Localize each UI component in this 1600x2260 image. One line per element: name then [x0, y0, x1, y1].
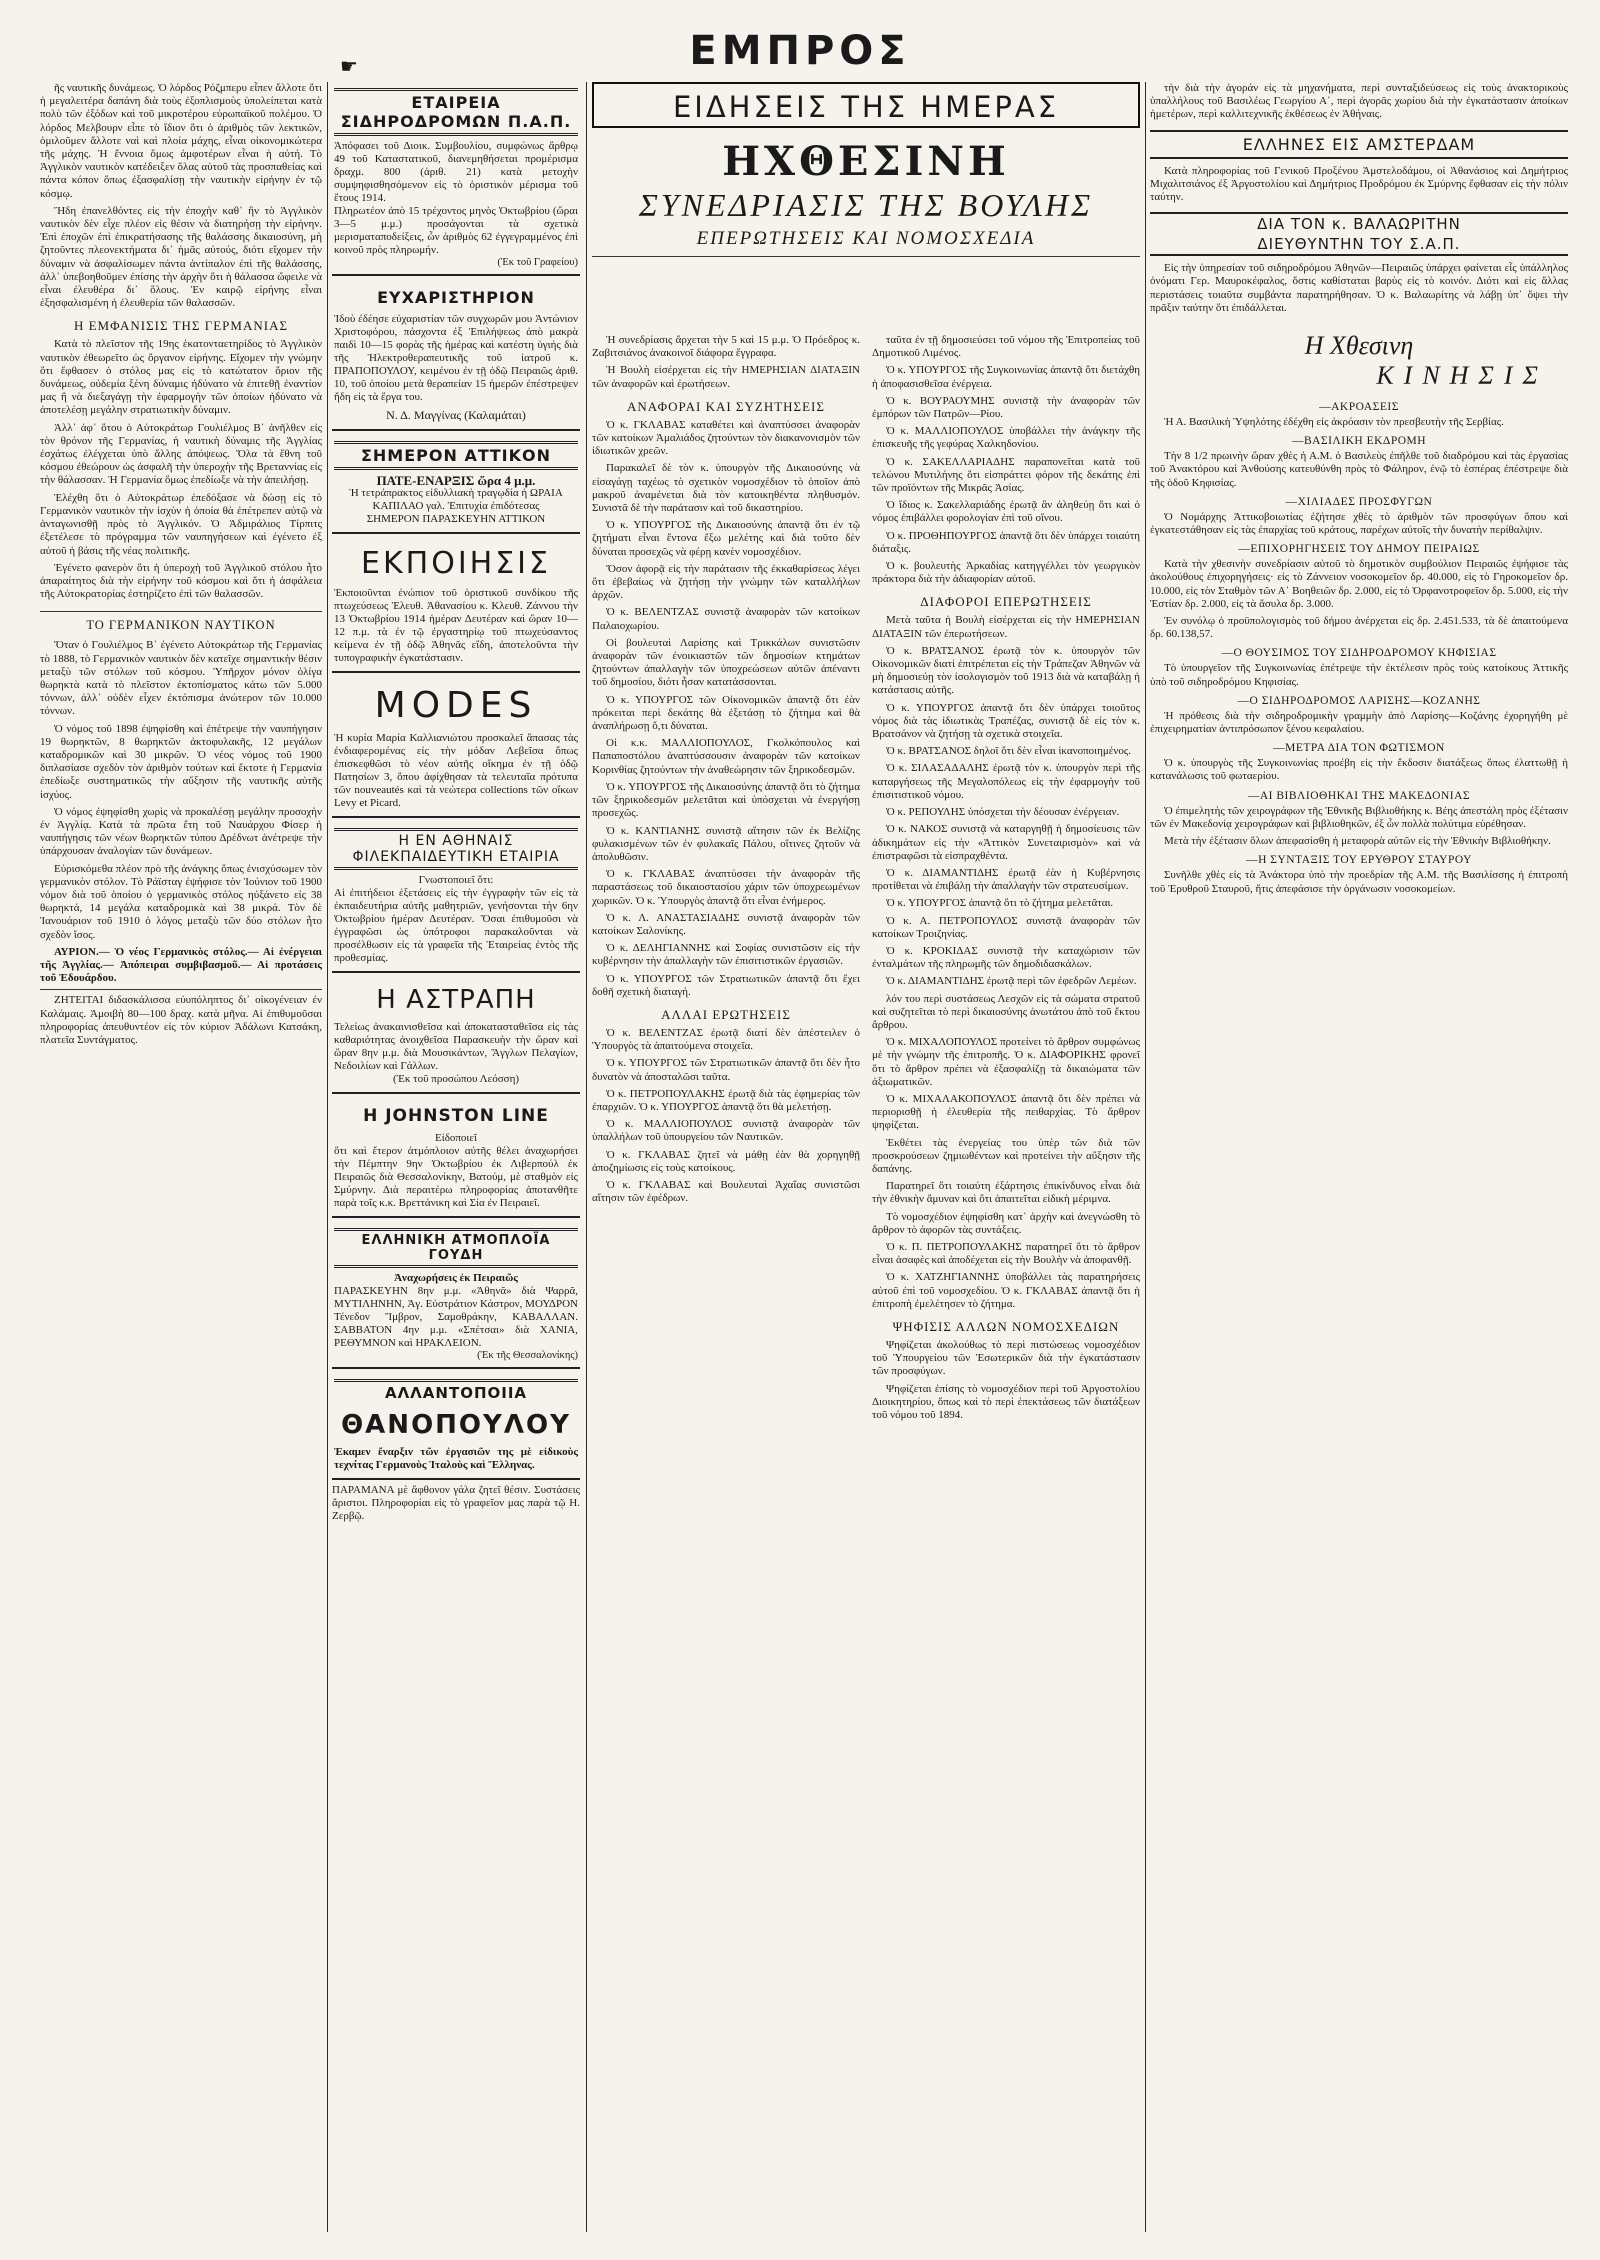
- paragraph: Ὁ κ. ΚΡΟΚΙΔΑΣ συνιστᾷ τὴν καταχώρισιν τῶν ἐνταλμάτων τῆς πληρωμῆς τῶν δημοδιδασκάλων.: [872, 944, 1140, 971]
- ad-body: Ἡ κυρία Μαρία Καλλιανιώτου προσκαλεῖ ἅπασας τὰς ἐνδιαφερομένας εἰς τὴν μόδαν Λεβεῖσα ὅπως ἐπισκεφθῶσι τὸ νέον αὐτῆς οἴκημα ἐν τῇ ὁδῷ Πατησίων 3, ὅπου ἀφίχθησαν τὰ τελευταῖα πρότυπα τῶν nouveautés καὶ τὰ νεώτερα collections τῶν οἴκων Levy et Picard.: [334, 732, 578, 809]
- paragraph: Οἱ κ.κ. ΜΑΛΛΙΟΠΟΥΛΟΣ, Γκολκόπουλος καὶ Παπαποστόλου ἀναπτύσσουσιν ἀναφορὰν τῶν κατοίκων Κορινθίας ζητούντων τὴν ἀναθεώρησιν τῶν ξηρικοδεσμῶν.: [592, 737, 860, 776]
- news-item-heading: —ΕΠΙΧΟΡΗΓΗΣΕΙΣ ΤΟΥ ΔΗΜΟΥ ΠΕΙΡΑΙΩΣ: [1238, 543, 1480, 556]
- news-banner: ΕΙΔΗΣΕΙΣ ΤΗΣ ΗΜΕΡΑΣ: [592, 82, 1140, 128]
- section-heading: ΤΟ ΓΕΡΜΑΝΙΚΟΝ ΝΑΥΤΙΚΟΝ: [40, 611, 322, 633]
- paragraph: Ὁ κ. Λ. ΑΝΑΣΤΑΣΙΑΔΗΣ συνιστᾷ ἀναφορὰν τῶν κατοίκων Σαλονίκης.: [592, 911, 860, 937]
- paragraph: Ὁ κ. ΓΚΛΑΒΑΣ ζητεῖ νὰ μάθῃ ἐὰν θὰ χορηγηθῇ ἀποζημίωσις εἰς τοὺς κατοίκους.: [592, 1148, 860, 1174]
- section-title: ΚΙΝΗΣΙΣ: [1376, 361, 1548, 391]
- paragraph: Ὁ κ. Π. ΠΕΤΡΟΠΟΥΛΑΚΗΣ παρατηρεῖ ὅτι τὸ ἄρθρον εἶναι ἀσαφὲς καὶ ἀποδέχεται εἰς τὴν Βουλὴν νὰ ἀποφανθῇ.: [872, 1240, 1140, 1267]
- headline-subtitle: ΣΥΝΕΔΡΙΑΣΙΣ ΤΗΣ ΒΟΥΛΗΣ: [638, 187, 1094, 223]
- column-divider: [586, 82, 587, 2232]
- masthead: [0, 0, 1600, 82]
- paragraph: Ἐγένετο φανερὸν ὅτι ἡ ὑπεροχὴ τοῦ Ἀγγλικοῦ στόλου ἦτο ἀπαραίτητος διὰ τὴν εἰρήνην τοῦ κόσμου καὶ ὅτι ἡ ἀσφάλεια τῆς Αὐτοκρατορίας ἐστηρίζετο ἐπὶ τῶν θαλασσῶν.: [40, 561, 322, 601]
- paragraph: Ὁ κ. ΜΙΧΑΛΑΚΟΠΟΥΛΟΣ ἀπαντᾷ ὅτι δὲν πρέπει νὰ περιορισθῇ ἡ ἐλευθερία τῆς πειθαρχίας. Τὸ ἄρθρον ψηφίζεται.: [872, 1092, 1140, 1132]
- ad-title: ΣΗΜΕΡΟΝ ΑΤΤΙΚΟΝ: [334, 441, 578, 470]
- ad-astrapi: [332, 977, 580, 1094]
- ad-signature: Ν. Δ. Μαγγίνας (Καλαμάται): [386, 408, 526, 422]
- news-item-heading: —Ο ΣΙΔΗΡΟΔΡΟΜΟΣ ΛΑΡΙΣΗΣ—ΚΟΖΑΝΗΣ: [1237, 694, 1481, 707]
- paragraph: Ὁ κ. ΥΠΟΥΡΓΟΣ τῶν Οἰκονομικῶν ἀπαντᾷ ὅτι ἐὰν πρόκειται περὶ δεκάτης θὰ ἐξετάσῃ τὸ ζήτημα καὶ θὰ ἀναπλήρωσῃ ὅ,τι δύναται.: [592, 693, 860, 733]
- ad-goudis-shipping: [332, 1222, 580, 1369]
- ad-source: (Ἐκ τοῦ Γραφείου): [497, 257, 578, 268]
- ad-body: Ἰδοὺ ἐδέησε εὐχαριστίαν τῶν συγχωρῶν μου Ἀντώνιον Χριστοφόρου, πάσχοντα ἐξ Ἐπιλήψεως ἀπὸ μακρὰ παιδὶ 10—15 φορὰς τῆς ἡμέρας καὶ κατέστη ὑγιής διὰ τῆς Ἠλεκτροθεραπευτικῆς τοῦ ἰατροῦ κ. ΠΡΑΠΟΠΟΥΛΟΥ, κειμένου ἐν τῇ ὁδῷ Πειραιῶς ἀριθ. 10, τοῦ ὁποίου μετὰ θεραπείαν 15 ἡμερῶν ἐπέστρεψεν ἤδη εἰς τὰ ἔργα του.: [334, 313, 578, 403]
- ad-subtitle: Γνωστοποιεῖ ὅτι:: [418, 874, 494, 886]
- column-divider: [1145, 82, 1146, 2232]
- paragraph: Ὁ κ. ΡΕΠΟΥΛΗΣ ὑπόσχεται τὴν δέουσαν ἐνέργειαν.: [886, 806, 1120, 819]
- tomorrow-notice: ΑΥΡΙΟΝ.— Ὁ νέος Γερμανικὸς στόλος.— Αἱ ἐνέργειαι τῆς Ἀγγλίας.— Ἀπόπειραι συμβιβασμοῦ.— Αἱ προτάσεις τοῦ Ἐδουάρδου.: [40, 945, 322, 985]
- ad-title: ΘΑΝΟΠΟΥΛΟΥ: [341, 1410, 571, 1440]
- paragraph: Ὁ κ. ΒΟΥΡΑΟΥΜΗΣ συνιστᾷ τὴν ἀναφορὰν τῶν ἐμπόρων τῶν Πατρῶν—Ρίου.: [872, 394, 1140, 421]
- paragraph: Τὴν 8 1/2 πρωινὴν ὥραν χθὲς ἡ Α.Μ. ὁ Βασιλεὺς ἐπῆλθε τοῦ διαδρόμου καὶ τὰς ἐργασίας τοῦ Ἀνακτόρου καὶ Ἀνθούσης κατευθύνθη πρὸς τὸ Φάληρον, ἐνῷ τὸ ἑσπέρας ἐπέστρεψε διὰ τῆς ὁδοῦ Κηφισίας.: [1150, 450, 1568, 489]
- ad-body: ΠΑΡΑΣΚΕΥΗΝ 8ην μ.μ. «Ἀθηνᾶ» διὰ Ψαρρᾶ, ΜΥΤΙΛΗΝΗΝ, Ἀγ. Εὐστράτιον Κάστρον, ΜΟΥΔΡΟΝ Τένεδον Ἴμβρον, Σαμοθράκην, ΚΑΒΑΛΛΑΝ. ΣΑΒΒΑΤΟΝ 4ην μ.μ. «Σπέτσαι» διὰ ΧΑΝΙΑ, ΡΕΘΥΜΝΟΝ καὶ ΗΡΑΚΛΕΙΟΝ.: [334, 1285, 578, 1349]
- news-item-heading: —ΜΕΤΡΑ ΔΙΑ ΤΟΝ ΦΩΤΙΣΜΟΝ: [1273, 742, 1445, 755]
- ad-body: Ἐκαμεν ἔναρξιν τῶν ἐργασιῶν της μὲ εἰδικοὺς τεχνίτας Γερμανοὺς Ἰταλοὺς καὶ Ἕλληνας.: [334, 1446, 578, 1471]
- ad-heading: ΠΑΤΕ-ΕΝΑΡΞΙΣ ὥρα 4 μ.μ.: [376, 473, 536, 488]
- pointing-hand-icon: ☛: [340, 56, 358, 78]
- paragraph: Ὁ κ. ΥΠΟΥΡΓΟΣ τῶν Στρατιωτικῶν ἀπαντᾷ ὅτι δὲν ἦτο δυνατὸν νὰ ἀποσταλῶσι ταῦτα.: [592, 1057, 860, 1083]
- section-heading: ΕΛΛΗΝΕΣ ΕΙΣ ΑΜΣΤΕΡΔΑΜ: [1150, 130, 1568, 159]
- ad-thanks: [332, 280, 580, 431]
- paragraph: Ὁ κ. ΔΙΑΜΑΝΤΙΔΗΣ ἐρωτᾷ περὶ τῶν ἐφεδρῶν Λεμέων.: [886, 975, 1137, 988]
- ad-body: Ἡ τετράπρακτος εἰδυλλιακὴ τραγῳδία ἡ ΩΡΑΙΑ ΚΑΠΙΛΑΟ γαλ. Ἐπιτυχία ἐπιδότεσας: [349, 487, 563, 512]
- paragraph: Ὁ κ. ΒΡΑΤΣΑΝΟΣ ἐρωτᾷ τὸν κ. ὑπουργὸν τῶν Οἰκονομικῶν διατί ἐπιτρέπεται εἰς τὴν Τράπεζαν Ἀθηνῶν νὰ μὴ δημοσιεύῃ τὸν ἰσολογισμὸν τοῦ 1913 διὰ νὰ καταβάλῃ ἡ κατάστασις αὐτῆς.: [872, 644, 1140, 697]
- news-item-heading: —ΒΑΣΙΛΙΚΗ ΕΚΔΡΟΜΗ: [1291, 435, 1427, 448]
- paragraph: Ὁ κ. ΔΕΛΗΓΙΑΝΝΗΣ καὶ Σοφίας συνιστῶσιν εἰς τὴν κυβέρνησιν τὴν ἀπαλλαγὴν τῶν ἐπισιτιστικῶν ἐργασιῶν.: [592, 942, 860, 968]
- paragraph: Ἡ πρόθεσις διὰ τὴν σιδηροδρομικὴν γραμμὴν ἀπὸ Λαρίσης—Κοζάνης ἐχορηγήθη μὲ ἐπιχειρηματίαν ἀντιπρόσωπον ξένου κεφαλαίου.: [1150, 709, 1568, 736]
- paragraph: Κατὰ τὸ πλεῖστον τῆς 19ης ἑκατονταετηρίδος τὸ Ἀγγλικὸν ναυτικὸν ἐθεωρεῖτο ὡς ὄργανον εἰρήνης. Εἴχομεν τὴν γνώμην ὅτι ἔφθασεν ὁ στόλος μας εἰς τὸ κατώτατον ὅριον τῆς δυνάμεως, οὐδεμία ξένη δύναμις ἠδύνατο νὰ ἐπιτεθῇ ἐναντίον μας ἢ νὰ διεξαγάγῃ τὴν ἐφαρμογὴν τῶν ὁποίων ἠδύνατο νὰ ἀποτελέσῃ μεγάλην στρατιωτικὴν δύναμιν.: [40, 338, 322, 417]
- paragraph: Ἡ συνεδρίασις ἄρχεται τὴν 5 καὶ 15 μ.μ. Ὁ Πρόεδρος κ. Ζαβιτσιάνος ἀνακοινοῖ διάφορα ἔγγραφα.: [592, 334, 860, 360]
- paragraph: Ὁ κ. ΥΠΟΥΡΓΟΣ ἀπαντᾷ ὅτι τὸ ζήτημα μελετᾶται.: [886, 897, 1114, 910]
- parliament-left-subcolumn: [592, 334, 860, 2232]
- ad-modes: [332, 677, 580, 818]
- news-item-heading: —ΧΙΛΙΑΔΕΣ ΠΡΟΣΦΥΓΩΝ: [1285, 495, 1433, 508]
- paragraph: Παρατηρεῖ ὅτι τοιαύτη ἐξάρτησις ἐπικίνδυνος εἶναι διὰ τὴν ἐθνικὴν ἄμυναν καὶ ὅτι ἀπαιτεῖται εἰδικὴ μέριμνα.: [872, 1180, 1140, 1206]
- section-heading: ΑΝΑΦΟΡΑΙ ΚΑΙ ΣΥΖΗΤΗΣΕΙΣ: [627, 398, 825, 414]
- ad-title: ΕΥΧΑΡΙΣΤΗΡΙΟΝ: [377, 288, 535, 307]
- column-3-parliament: [592, 82, 1140, 2232]
- paragraph: Κατὰ πληροφορίας τοῦ Γενικοῦ Προξένου Ἀμστελοδάμου, οἱ Ἀθανάσιος καὶ Δημήτριος Μιχαλιτσιάνος ἐξ Ἀργοστολίου καὶ Δημήτριος Προδρόμου ἐκ Σμύρνης ἔφθασαν εἰς τὴν πόλιν ταύτην.: [1150, 164, 1568, 204]
- paragraph: Τὸ ὑπουργεῖον τῆς Συγκοινωνίας ἐπέτρεψε τὴν ἐκτέλεσιν πρὸς τοὺς κατοίκους Ἀττικῆς ὑπὸ τοῦ σιδηροδρόμου Κηφισίας.: [1150, 662, 1568, 688]
- paragraph: Ψηφίζεται ἀκολούθως τὸ περὶ πιστώσεως νομοσχέδιον τοῦ Ὑπουργείου τῶν Ἐσωτερικῶν διὰ τὴν ἐγκατάστασιν τῶν προσφύγων.: [872, 1339, 1140, 1378]
- paragraph: Ὁ κ. ΜΑΛΛΙΟΠΟΥΛΟΣ συνιστᾷ ἀναφορὰν τῶν ὑπαλλήλων τοῦ ὑπουργείου τῶν Ναυτικῶν.: [592, 1118, 860, 1144]
- ad-title: Η JOHNSTON LINE: [363, 1106, 549, 1126]
- column-4: [1150, 82, 1568, 2232]
- paragraph: Τὸ νομοσχέδιον ἐψηφίσθη κατ᾽ ἀρχὴν καὶ ἀνεγνώσθη τὸ ἄρθρον τὸ ἀφορῶν τὰς συντάξεις.: [872, 1210, 1140, 1236]
- ad-subtitle: Εἰδοποιεῖ: [435, 1132, 477, 1144]
- paragraph: Εἰς τὴν ὑπηρεσίαν τοῦ σιδηροδρόμου Ἀθηνῶν—Πειραιῶς ὑπάρχει φαίνεται εἷς ὑπάλληλος ὀνόματι Γερ. Μαυροκέφαλος, ὅστις καθίσταται βαρὺς εἰς τὸ κοινόν. Διότι καὶ εἰς ἄλλας περιστάσεις τοιαῦτα συμβάντα παρατηρήθησαν. Ὁ κ. Βαλαωρίτης νὰ λάβῃ ὑπ᾽ ὄψει τὴν πρᾶξιν ταύτην ὅτι ἐπιδάλλεται.: [1150, 262, 1568, 314]
- paragraph: Μετὰ τὴν ἐξέτασιν ὅλων ἀπεφασίσθη ἡ μεταφορὰ αὐτῶν εἰς τὴν Ἐθνικὴν Βιβλιοθήκην.: [1164, 835, 1551, 848]
- paragraph: Ὁ ἐπιμελητὴς τῶν χειρογράφων τῆς Ἐθνικῆς Βιβλιοθήκης κ. Βέης ἀπεστάλη πρὸς ἐξέτασιν τῶν ἐν Μακεδονίᾳ χειρογράφων καὶ βιβλιοθηκῶν, ἐξ ὧν πολλὰ πολύτιμα εὑρέθησαν.: [1150, 804, 1568, 830]
- headline: ΗΧΘΕΣΙΝΗ: [722, 138, 1010, 185]
- paragraph: Μετὰ ταῦτα ἡ Βουλὴ εἰσέρχεται εἰς τὴν ΗΜΕΡΗΣΙΑΝ ΔΙΑΤΑΞΙΝ τῶν ἐπερωτήσεων.: [872, 614, 1140, 640]
- column-1: [40, 82, 322, 2232]
- ad-heading: Ἀναχωρήσεις ἐκ Πειραιῶς: [394, 1272, 518, 1284]
- ad-title: ΕΤΑΙΡΕΙΑ ΣΙΔΗΡΟΔΡΟΜΩΝ Π.Α.Π.: [334, 88, 578, 136]
- paragraph: Ὁ κ. ΣΑΚΕΛΛΑΡΙΑΔΗΣ παραπονεῖται κατὰ τοῦ τελώνου Μυτιλήνης ὅτι εἰσπράττει φόρον τῆς δεκάτης ἐπὶ τῶν προϊόντων τῆς Μικρᾶς Ἀσίας.: [872, 455, 1140, 495]
- paragraph: Ὁ κ. ΓΚΛΑΒΑΣ ἀναπτύσσει τὴν ἀναφορὰν τῆς παραστάσεως τοῦ δικαιοστασίου χάριν τῶν ὑποχρεωμένων χωρικῶν. Ὁ κ. Ὑπουργὸς ἀπαντᾷ ὅτι εἶναι ἐνήμερος.: [592, 868, 860, 907]
- ad-educational-society: [332, 822, 580, 973]
- paragraph: Ἐν συνόλῳ ὁ προϋπολογισμὸς τοῦ δήμου ἀνέρχεται εἰς δρ. 2.451.533, τὰ δὲ ἀπαιτούμενα δρ. 60.138,57.: [1150, 615, 1568, 641]
- paragraph: Ὁ κ. ΓΚΛΑΒΑΣ καταθέτει καὶ ἀναπτύσσει ἀναφορὰν τῶν κατοίκων Ἀμαλιάδος ζητούντων τὸν διακανονισμὸν τῶν ἰδιωτικῶν χρεῶν.: [592, 418, 860, 458]
- ad-body: Αἱ ἐπιτήδειοι ἐξετάσεις εἰς τὴν ἐγγραφὴν τῶν εἰς τὰ ἐκπαιδευτήρια αὐτῆς μαθητριῶν, γενήσονται τὴν 6ην Ὀκτωβρίου ἡμέραν Δευτέραν. Ὅσαι ἐπιθυμοῦσι νὰ ἐγγραφῶσι ὡς ὑπότροφοι παρακαλοῦνται νὰ προσέλθωσιν εἰς τὰ γραφεῖα τῆς Ἑταιρείας ἐντὸς τῆς προθεσμίας.: [334, 887, 578, 964]
- ad-body: Ἐκποιοῦνται ἐνώπιον τοῦ ὁριστικοῦ συνδίκου τῆς πτωχεύσεως Ἐλευθ. Ἀθανασίου κ. Κλευθ. Ζάννου τὴν 13 Ὀκτωβρίου 1914 ἡμέραν Δευτέραν καὶ ὥραν 10—12 π.μ. τὰ ἐν τῷ ἐργαστηρίῳ τοῦ πτωχεύσαντος κείμενα ἐν τῇ ὁδῷ Ἀθηνᾶς εἴδη, ἀποτελοῦντα τὴν τυπογραφικὴν ἐγκατάστασιν.: [334, 587, 578, 664]
- news-item-heading: —ΑΙ ΒΙΒΛΙΟΘΗΚΑΙ ΤΗΣ ΜΑΚΕΔΟΝΙΑΣ: [1247, 789, 1471, 802]
- paragraph: Ὁ κ. ΒΕΛΕΝΤΖΑΣ συνιστᾷ ἀναφορὰν τῶν κατοίκων Παλαιοχωρίου.: [592, 606, 860, 632]
- ad-body: ὅτι καὶ ἔτερον ἀτμόπλοιον αὐτῆς θέλει ἀναχωρήσει τὴν Πέμπτην 9ην Ὀκτωβρίου ἐκ Λιβερπούλ ἐκ Πειραιῶς διὰ Θεσσαλονίκην, Βατούμ, μὲ σταθμὸν εἰς Σμύρνην. Διὰ περαιτέρω πληροφορίας ἀποτανθῆτε παρὰ τοῖς κ.κ. Βρεττάνικη καὶ Σία ἐν Πειραιεῖ.: [334, 1145, 578, 1209]
- paragraph: Ὁ κ. ΒΡΑΤΣΑΝΟΣ δηλοῖ ὅτι δὲν εἶναι ἱκανοποιημένος.: [886, 745, 1131, 758]
- ad-body: Τελείως ἀνακαινισθεῖσα καὶ ἀποκατασταθεῖσα εἰς τὰς καθαριότητας ἀνοιχθεῖσα Παρασκευὴν τὴν ὥραν καὶ ὥραν 8ην μ.μ. διὰ Μουσικάντων, Ἄγγλων Πελαγίων, Νεδοιλίων καὶ Γάλλων.: [334, 1021, 578, 1072]
- section-title: Η Χθεσινη: [1304, 331, 1414, 361]
- ad-auction: [332, 538, 580, 673]
- section-heading: ΨΗΦΙΣΙΣ ΑΛΛΩΝ ΝΟΜΟΣΧΕΔΙΩΝ: [892, 1319, 1120, 1334]
- paragraph: Ὁ κ. ΥΠΟΥΡΓΟΣ τῶν Στρατιωτικῶν ἀπαντᾷ ὅτι ἔχει δοθῆ σχετικὴ διαταγή.: [592, 972, 860, 998]
- ad-body: Ἀπόφασει τοῦ Διοικ. Συμβουλίου, συμφώνως ἄρθρῳ 49 τοῦ Καταστατικοῦ, διανεμηθήσεται προμέρισμα δραχμ. 800 (ἀριθ. 21) κατὰ μετοχὴν συμψηφισθησόμενον εἰς τὸ ὁριστικὸν μέρισμα τοῦ ἔτους 1914.: [334, 140, 578, 204]
- paragraph: Ὁ κ. ΔΙΑΜΑΝΤΙΔΗΣ ἐρωτᾷ ἐὰν ἡ Κυβέρνησις προτίθεται νὰ ἐπιβάλῃ τὴν ἀπαλλαγὴν τῶν στρατευσίμων.: [872, 866, 1140, 893]
- paragraph: Ὁ κ. ΓΚΛΑΒΑΣ καὶ Βουλευταὶ Ἀχαΐας συνιστῶσι αἴτησιν τῶν ἐφέδρων.: [592, 1178, 860, 1205]
- ad-title: ΑΛΛΑΝΤΟΠΟΙΙΑ: [334, 1379, 578, 1404]
- paragraph: Ἡ Βουλὴ εἰσέρχεται εἰς τὴν ΗΜΕΡΗΣΙΑΝ ΔΙΑΤΑΞΙΝ τῶν ἀναφορῶν καὶ ἐρωτήσεων.: [592, 364, 860, 390]
- paragraph: Ὁ Νομάρχης Ἀττικοβοιωτίας ἐζήτησε χθὲς τὸ ἀριθμὸν τῶν προσφύγων ὅπου καὶ ἐγκατεστάθησαν εἰς τὰς ἐπαρχίας τοῦ κράτους, παρέχων αὐτοῖς τὴν δυνατὴν περίθαλψιν.: [1150, 510, 1568, 537]
- paragraph: λόν του περὶ συστάσεως Λεσχῶν εἰς τὰ σώματα στρατοῦ καὶ συζητεῖται τὸ περὶ δικαιοσύνης ἀνωτάτου ἀπὸ τοῦ ἔκτου ἄρθρου.: [872, 992, 1140, 1031]
- section-heading: Η ΕΜΦΑΝΙΣΙΣ ΤΗΣ ΓΕΡΜΑΝΙΑΣ: [73, 318, 289, 334]
- paragraph: Ὁ κ. ΥΠΟΥΡΓΟΣ τῆς Συγκοινωνίας ἀπαντᾷ ὅτι διετάχθη ἡ ἀποφασισθεῖσα ἐνέργεια.: [872, 364, 1140, 390]
- ad-body: Πληρωτέον ἀπὸ 15 τρέχοντος μηνὸς Ὀκτωβρίου (ὥραι 3—5 μ.μ.) προσάγονται τὰ σχετικὰ μερισματαποδείξεις, ὧν ἀριθμὸς 62 ἐγγεγραμμένος ἐπὶ κοινοῦ πρὸς πληρωμήν.: [334, 205, 578, 256]
- section-heading: ΔΙΑ ΤΟΝ κ. ΒΑΛΑΩΡΙΤΗΝ ΔΙΕΥΘΥΝΤΗΝ ΤΟΥ Σ.Α.Π.: [1150, 212, 1568, 256]
- ad-title: ΕΛΛΗΝΙΚΗ ΑΤΜΟΠΛΟΪΑ ΓΟΥΔΗ: [334, 1228, 578, 1268]
- paragraph: Ὁ νόμος ἐψηφίσθη χωρὶς νὰ προκαλέσῃ μεγάλην προσοχὴν ἐν Ἀγγλίᾳ. Κατὰ τὰ πρῶτα ἔτη τοῦ Ναυάρχου Φίσερ ἡ ναυπήγησις τῶν νέων θωρηκτῶν τύπου Δρέδνωτ ἀνέτρεψε τὴν ὑπάρχουσαν ἀναλογίαν τῶν δυνάμεων.: [40, 805, 322, 858]
- paragraph: Ἡ Α. Βασιλικὴ Ὑψηλότης ἐδέχθη εἰς ἀκρόασιν τὸν πρεσβευτὴν τῆς Σερβίας.: [1164, 416, 1504, 429]
- paragraph: Ὅταν ὁ Γουλιέλμος Β᾽ ἐγένετο Αὐτοκράτωρ τῆς Γερμανίας τὸ 1888, τὸ Γερμανικὸν ναυτικὸν δὲν κατεῖχε σημαντικὴν θέσιν μεταξὺ τῶν στόλων τοῦ κόσμου. Ὑπῆρχον μόνον ὀλίγα θωρηκτὰ κατὰ τὸ πλεῖστον ἐκτοπίσματος κάτω τῶν 5.000 τόννων, ἀλλ᾽ οὐδὲν εἶχεν ἐκτόπισμα ἀνώτερον τῶν 10.000 τόννων.: [40, 639, 322, 718]
- newspaper-title: ΕΜΠΡΟΣ: [689, 28, 911, 74]
- headline-block: [592, 82, 1140, 332]
- section-heading: ΑΛΛΑΙ ΕΡΩΤΗΣΕΙΣ: [661, 1006, 791, 1022]
- section-heading: ΔΙΑΦΟΡΟΙ ΕΠΕΡΩΤΗΣΕΙΣ: [920, 594, 1092, 610]
- paragraph: Ἐκθέτει τὰς ἐνεργείας του ὑπὲρ τῶν διὰ τῶν προσκρούσεων ζημιωθέντων καὶ προτείνει τὴν αὔξησιν τῆς δαπάνης.: [872, 1136, 1140, 1175]
- paragraph: Ὁ κ. ΠΕΤΡΟΠΟΥΛΑΚΗΣ ἐρωτᾷ διὰ τὰς ἐφημερίας τῶν ἐπαρχιῶν. Ὁ κ. ΥΠΟΥΡΓΟΣ ἀπαντᾷ ὅτι θὰ μελετήσῃ.: [592, 1087, 860, 1113]
- ad-source: (Ἐκ τοῦ προσώπου Λεόσση): [392, 1073, 520, 1085]
- paragraph: Ὁ κ. ΒΕΛΕΝΤΖΑΣ ἐρωτᾷ διατί δὲν ἀπέστειλεν ὁ Ὑπουργὸς τὰ ἀπαιτούμενα στοιχεῖα.: [592, 1026, 860, 1053]
- paragraph: Ὁ κ. ΥΠΟΥΡΓΟΣ τῆς Δικαιοσύνης ἀπαντᾷ ὅτι τὸ ζήτημα τῶν ξηρικοδεσμῶν μελετᾶται καὶ ὑπόσχεται νὰ ἐνεργήσῃ προσεχῶς.: [592, 780, 860, 820]
- paragraph: Ὁ κ. ΚΑΝΤΙΑΝΗΣ συνιστᾷ αἴτησιν τῶν ἐκ Βελίζης φυλακισμένων τῶν ἐν φυλακαῖς Πάλου, οἵτινες ζητοῦν νὰ ἀπολυθῶσιν.: [592, 824, 860, 863]
- news-item-heading: —ΑΚΡΟΑΣΕΙΣ: [1319, 401, 1399, 414]
- paragraph: Ἐλέχθη ὅτι ὁ Αὐτοκράτωρ ἐπεδόξασε νὰ δώσῃ εἰς τὸ Γερμανικὸν ναυτικὸν τὴν ἰσχὺν ἡ ὁποία θὰ ἐπέτρεπεν αὐτῷ νὰ ἀνταγωνισθῇ πρὸς τὸ Ἀγγλικόν. Ὁ Ἀδμιράλιος Τίρπιτς ἐξετέλεσε τὸ πρόγραμμα τῶν ναυπηγήσεων καὶ ἐγένετο ἐξ αὐτοῦ ἡ βάσις τῆς νέας πολιτικῆς.: [40, 491, 322, 557]
- paragraph: Ἀλλ᾽ ἀφ᾽ ὅτου ὁ Αὐτοκράτωρ Γουλιέλμος Β᾽ ἀνῆλθεν εἰς τὸν θρόνον τῆς Γερμανίας, ἡ ναυτικὴ δύναμις τῆς Ἀγγλίας ἐσχάτως ἐλέγχεται ὑπὸ ἄλλης ἀπόψεως. Ὅλα τὰ ἔθνη τοῦ κόσμου ἐθεώρουν ὡς ἀσφαλῆ τὴν ὑπεροχὴν τῆς Βρεταννίας εἰς τὴν θάλασσαν. Ἡ Γερμανία ὅμως ἐπεδίωξε νὰ τὴν ἀπειλήσῃ.: [40, 421, 322, 487]
- news-item-heading: —Η ΣΥΝΤΑΞΙΣ ΤΟΥ ΕΡΥΘΡΟΥ ΣΤΑΥΡΟΥ: [1246, 854, 1472, 867]
- paragraph: Ὁ κ. ΥΠΟΥΡΓΟΣ τῆς Δικαιοσύνης ἀπαντᾷ ὅτι ἐν τῷ ζητήματι εἶναι ἔντονα ἔξω μελέτης καὶ διὰ τοῦτο δὲν δύναται προσεχῶς νὰ φέρῃ κανὲν νομοσχέδιον.: [592, 519, 860, 558]
- column-divider: [327, 82, 328, 2232]
- paragraph: Ὁ κ. βουλευτὴς Ἀρκαδίας κατηγγέλλει τὸν γεωργικὸν πράκτορα διὰ τὴν ἀδιαφορίαν αὐτοῦ.: [872, 560, 1140, 586]
- paragraph: Συνῆλθε χθὲς εἰς τὰ Ἀνάκτορα ὑπὸ τὴν προεδρίαν τῆς Α.Μ. τῆς Βασιλίσσης ἡ ἐπιτροπὴ τοῦ Ἐρυθροῦ Σταυροῦ, ἥτις ἀπεφάσισε τὴν ὀργάνωσιν νοσοκομείων.: [1150, 869, 1568, 895]
- parliament-right-subcolumn: [872, 334, 1140, 2232]
- ad-title: Η ΑΣΤΡΑΠΗ: [376, 985, 536, 1015]
- paragraph: Ὁ κ. ΣΙΛΑΣΑΔΑΛΗΣ ἐρωτᾷ τὸν κ. ὑπουργὸν περὶ τῆς καταργήσεως τῆς Μεγαλοπόλεως εἰς τὴν ἐφαρμογὴν τοῦ ἐπισιτιστικοῦ νόμου.: [872, 762, 1140, 801]
- paragraph: Ὅσον ἀφορᾷ εἰς τὴν παράτασιν τῆς ἐκκαθαρίσεως λέγει ὅτι ἐβεβαίως νὰ ζητήσῃ τὴν γνώμην τῶν καταλλήλων ἀρχῶν.: [592, 562, 860, 602]
- paragraph: Ὁ κ. ΠΡΟΘΗΠΟΥΡΓΟΣ ἀπαντᾷ ὅτι δὲν ὑπάρχει τοιαύτη διάταξις.: [872, 529, 1140, 555]
- ad-johnston-line: [332, 1098, 580, 1218]
- paragraph: ῆς ναυτικῆς δυνάμεως. Ὁ λόρδος Ρόζμπερυ εἶπεν ἄλλοτε ὅτι ἡ μεγαλειτέρα δαπάνη διὰ τοὺς ἐξοπλισμοὺς ὑπολείπεται κατὰ πολὺ τῶν ἐξόδων καὶ τοῦ μικροτέρου εὐρωπαϊκοῦ πολέμου. Ὁ λόρδος Μελβουρν εἶπε τὸ ἴδιον ὅτι ὁ ἀριθμὸς τῶν λεκτικῶν, ὁμιλοῦμεν ἄλλοτε ναὶ καὶ πλοία μάχης, εἶναι οἰκονομικώτερα τῆς μάχης. Ἡ ἔννοια ὅμως ἀμφοτέρων εἶναι ἡ αὐτή. Τὸ Ἀγγλικὸν ναυτικὸν κατέδειξεν ὅλας αὐτοῦ τὰς προσπαθείας καὶ πάντα κόπον ὅπως ἐξασφαλίσῃ τὴν ναυτικὴν εἰρήνην ἐν τῷ κόσμῳ.: [40, 82, 322, 200]
- ad-title: ΕΚΠΟΙΗΣΙΣ: [361, 546, 551, 581]
- paragraph: Κατὰ τὴν χθεσινὴν συνεδρίασιν αὐτοῦ τὸ δημοτικὸν συμβούλιον Πειραιῶς ἐψήφισε τὰς ἀκολούθους ἐπιχορηγήσεις· εἰς τὸ Ζάννειον νοσοκομεῖον δρ. 40.000, εἰς τὸ Γηροκομεῖον δρ. 10.000, εἰς τὸν Σταθμὸν τῶν Α᾽ Βοηθειῶν δρ. 2.000, εἰς τὸ Ὀρφανοτροφεῖον δρ. 5.000, εἰς τὴν Ἑστίαν δρ. 2.000, εἰς τὰ ἄσυλα δρ. 3.000.: [1150, 558, 1568, 610]
- paragraph: Ὁ κ. Α. ΠΕΤΡΟΠΟΥΛΟΣ συνιστᾷ ἀναφορὰν τῶν κατοίκων Τροιζηνίας.: [872, 914, 1140, 940]
- paragraph: Εὐρισκόμεθα πλέον πρὸ τῆς ἀνάγκης ὅπως ἐνισχύσωμεν τὸν γερμανικὸν στόλον. Τὸ Ράϊσταγ ἐψήφισε τὸν Ἰούνιον τοῦ 1900 νόμον διὰ τοῦ ὁποίου ὁ γερμανικὸς στόλος ηὐξάνετο εἰς 38 θωρηκτά, 14 μεγάλα καταδρομικὰ καὶ 38 μικρά. Τὸν δὲ Ἰανουάριον τοῦ 1910 ὁ λόγος μεταξὺ τῶν δύο στόλων ἦτο σχεδὸν ἴσος.: [40, 862, 322, 941]
- ad-footer: ΣΗΜΕΡΟΝ ΠΑΡΑΣΚΕΥΗΝ ΑΤΤΙΚΟΝ: [366, 513, 546, 525]
- ad-title: Η ΕΝ ΑΘΗΝΑΙΣ ΦΙΛΕΚΠΑΙΔΕΥΤΙΚΗ ΕΤΑΙΡΙΑ: [334, 828, 578, 870]
- paragraph: Ὁ κ. ΧΑΤΖΗΓΙΑΝΝΗΣ ὑποβάλλει τὰς παρατηρήσεις αὐτοῦ ἐπὶ τοῦ νομοσχεδίου. Ὁ κ. ΓΚΛΑΒΑΣ ἀπαντᾷ ὅτι ἡ ἐπιτροπὴ ἐμελέτησεν τὸ ζήτημα.: [872, 1271, 1140, 1310]
- news-item-heading: —Ο ΘΟΥΣΙΜΟΣ ΤΟΥ ΣΙΔΗΡΟΔΡΟΜΟΥ ΚΗΦΙΣΙΑΣ: [1221, 647, 1497, 660]
- paragraph: Ἤδη ἐπανελθόντες εἰς τὴν ἐποχὴν καθ᾽ ἣν τὸ Ἀγγλικὸν ναυτικὸν δὲν εἶχε πλέον εἰς θέσιν νὰ διατηρήσῃ τὴν εἰρήνην. Ἐπὶ ἐποχῶν ἐπὶ ἐπικρατήσασης τῆς θαλάσσης δικαιοσύνη, μὴ ζητοῦντες πλεονεκτήματα δι᾽ ἡμᾶς αὐτούς, διότι εἴχομεν τὴν δύναμιν νὰ ἀσφαλίσωμεν πάντα ἀντίπαλον ἐπὶ τῆς θαλάσσης, ἀλλ᾽ ὑπεβοηθοῦμεν ἐπίσης τὴν ἀρχὴν ὅτι ἡ θάλασσα ὤφειλε νὰ εἶναι ἐλευθέρα δι᾽ ὅλους. Ἐν καιρῷ εἰρήνης εἶναι ἐξησφαλισμένη ἡ ἐλευθερία τῶν θαλασσῶν.: [40, 204, 322, 310]
- paragraph: Ψηφίζεται ἐπίσης τὸ νομοσχέδιον περὶ τοῦ Ἀργοστολίου Διοικητηρίου, ὅπως καὶ τὸ περὶ ἐπεκτάσεως τῶν διατάξεων τοῦ νόμου τοῦ 1894.: [872, 1382, 1140, 1422]
- ad-source: (Ἐκ τῆς Θεσσαλονίκης): [477, 1350, 578, 1361]
- ad-sausage-factory: [332, 1373, 580, 1480]
- ad-railway-company: [332, 82, 580, 276]
- ad-attikon-theatre: [332, 435, 580, 534]
- column-2-advertisements: [332, 82, 580, 2232]
- classified-ad: ΖΗΤΕΙΤΑΙ διδασκάλισσα εὐυπόληπτος δι᾽ οἰκογένειαν ἐν Καλάμαις. Ἀμοιβὴ 80—100 δραχ. κατὰ μῆνα. Αἱ ἐπιθυμοῦσαι πληροφορίας ἀπευθυντέον εἰς τὸν κύριον Ἀδάλωνι Κατσάκη, πλατεῖα Συντάγματος.: [40, 989, 322, 1047]
- paragraph: Ὁ ἴδιος κ. Σακελλαριάδης ἐρωτᾷ ἂν ἀληθεύῃ ὅτι καὶ ὁ νόμος ἐπιβάλλει φορολογίαν ἐπὶ τοῦ οἴνου.: [872, 499, 1140, 525]
- paragraph: Ὁ κ. ΜΙΧΑΛΟΠΟΥΛΟΣ προτείνει τὸ ἄρθρον συμφώνως μὲ τὴν γνώμην τῆς ἐπιτροπῆς. Ὁ κ. ΔΙΑΦΟΡΙΚΗΣ φρονεῖ ὅτι τὸ ἄρθρον πρέπει νὰ ἐξασφαλίζῃ τὰ δικαιώματα τῶν ἀξιωματικῶν.: [872, 1036, 1140, 1088]
- paragraph: Ὁ κ. ΝΑΚΟΣ συνιστᾷ νὰ καταργηθῇ ἡ δημοσίευσις τῶν ἀδικημάτων εἰς τὴν «Ἀττικὸν Συνεταιρισμὸν» καὶ νὰ ἐπιστραφῶσι τὰ εἰσπραχθέντα.: [872, 823, 1140, 862]
- paragraph: τὴν διὰ τὴν ἀγοράν εἰς τὰ μηχανήματα, περὶ συνταξιδεύσεως εἰς τοὺς ἀνακτορικοὺς ὑπαλλήλους τοῦ Βασιλέως Γεωργίου Α᾽, περὶ ἀγορᾶς χωρίου διὰ τὴν ἐγκατάστασιν ἀποίκων ἡμετέρων, περὶ καλλιτεχνικῆς ἐκθέσεως ἐν Ἀθήναις.: [1150, 82, 1568, 121]
- headline-kicker: ΕΠΕΡΩΤΗΣΕΙΣ ΚΑΙ ΝΟΜΟΣΧΕΔΙΑ: [592, 228, 1140, 257]
- paragraph: ταῦτα ἐν τῇ δημοσιεύσει τοῦ νόμου τῆς Ἐπιτροπείας τοῦ Δημοτικοῦ Λιμένος.: [872, 334, 1140, 360]
- paragraph: Οἱ βουλευταὶ Λαρίσης καὶ Τρικκάλων συνιστῶσιν ἀναφορὰν τῶν ἐνοικιαστῶν τῶν δημοσίων κτημάτων ζητούντων ἀπαλλαγὴν τῶν ὑποχρεώσεων αὐτῶν ἀπέναντι τοῦ δημοσίου, διότι ἦσαν κατατάσσονται.: [592, 636, 860, 689]
- paragraph: Ὁ νόμος τοῦ 1898 ἐψηφίσθη καὶ ἐπέτρεψε τὴν ναυπήγησιν 19 θωρηκτῶν, 8 θωρηκτῶν ἀκτοφυλακῆς, 12 μεγάλων καταδρομικῶν καὶ 30 μικρῶν. Ὁ νέος νόμος τοῦ 1900 διπλασίασε σχεδὸν τὸν ἀριθμὸν τούτων καὶ ἔκτοτε ἡ Γερμανία ἐπεδίωξε συστηματικῶς τὴν αὔξησιν τῆς ναυτικῆς αὐτῆς ἰσχύος.: [40, 722, 322, 801]
- ad-nanny: ΠΑΡΑΜΑΝΑ μὲ ἄφθονον γάλα ζητεῖ θέσιν. Συστάσεις ἄριστοι. Πληροφορίαι εἰς τὸ γραφεῖον μας παρὰ τῷ Η. Ζερβῷ.: [332, 1484, 580, 1522]
- paragraph: Ὁ κ. ΥΠΟΥΡΓΟΣ ἀπαντᾷ ὅτι δὲν ὑπάρχει τοιοῦτος νόμος διὰ τὰς ἰδιωτικὰς Τραπέζας, συνιστᾷ δὲ εἰς τὸν κ. Βρατσάνον νὰ ζητήσῃ τὰ σχετικὰ στοιχεῖα.: [872, 701, 1140, 741]
- ad-title: MODES: [374, 685, 538, 726]
- paragraph: Παρακαλεῖ δὲ τὸν κ. ὑπουργὸν τῆς Δικαιοσύνης νὰ εἰσαγάγῃ ταχέως τὸ σχετικὸν νομοσχέδιον τὸ ὁποῖον ἀπὸ μακροῦ ἀναμένεται διὰ τὸν κατοικηθέντα πληθυσμόν. Συνιστᾶ δὲ τὴν παράτασιν καὶ τοῦ δικαστηρίου.: [592, 462, 860, 515]
- paragraph: Ὁ κ. ὑπουργὸς τῆς Συγκοινωνίας προέβη εἰς τὴν ἔκδοσιν διατάξεως ὅπως ἐλαττωθῇ ἡ κατανάλωσις τοῦ φωταερίου.: [1150, 757, 1568, 783]
- paragraph: Ὁ κ. ΜΑΛΛΙΟΠΟΥΛΟΣ ὑποβάλλει τὴν ἀνάγκην τῆς ἐπισκευῆς τῆς γεφύρας Χαλκηδονίου.: [872, 425, 1140, 451]
